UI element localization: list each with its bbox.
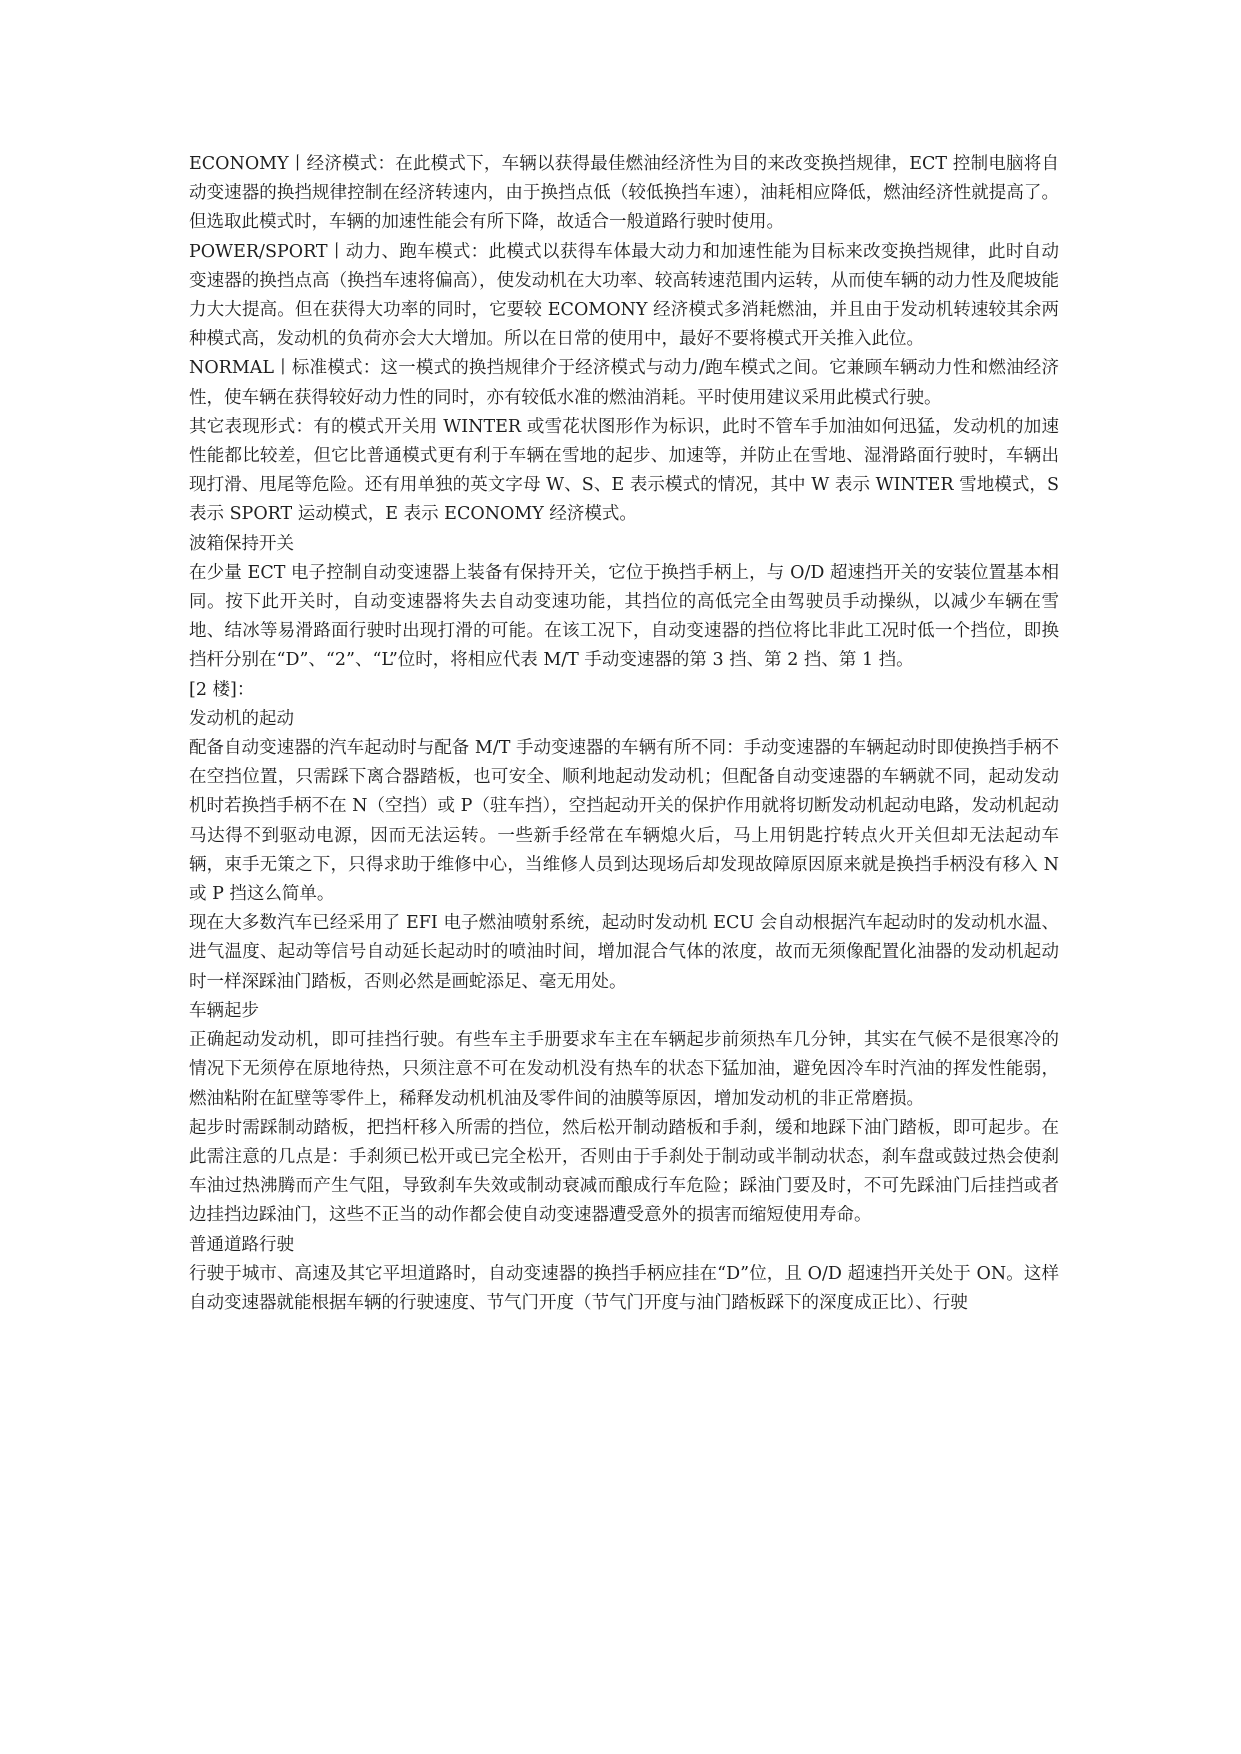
section-heading-hold-switch: 波箱保持开关 bbox=[189, 533, 294, 554]
paragraph-hold-switch: 在少量 ECT 电子控制自动变速器上装备有保持开关，它位于换挡手柄上，与 O/D 超速挡开关的安装位置基本相同。按下此开关时，自动变速器将失去自动变速功能，其挡位的高低完全由驾驶员手动操纵，以减少车辆在雪地、结冰等易滑路面行驶时出现打滑的可能。在该工况下，自动变速器的挡位将比非此工况时低一个挡位，即换挡杆分别在“D”、“2”、“L”位时，将相应代表 M/T 手动变速器的第 3 挡、第 2 挡、第 1 挡。 bbox=[189, 562, 1059, 671]
paragraph-power-sport-mode: POWER/SPORT丨动力、跑车模式：此模式以获得车体最大动力和加速性能为目标来改变换挡规律，此时自动变速器的换挡点高（换挡车速将偏高），使发动机在大功率、较高转速范围内运转，从而使车辆的动力性及爬坡能力大大提高。但在获得大功率的同时，它要较 ECOMONY 经济模式多消耗燃油，并且由于发动机转速较其余两种模式高，发动机的负荷亦会大大增加。所以在日常的使用中，最好不要将模式开关推入此位。 bbox=[189, 241, 1059, 350]
paragraph-normal-road: 行驶于城市、高速及其它平坦道路时，自动变速器的换挡手柄应挂在“D”位，且 O/D 超速挡开关处于 ON。这样自动变速器就能根据车辆的行驶速度、节气门开度（节气门开度与油门踏板踩下的深度成正比）、行驶 bbox=[189, 1263, 1059, 1313]
section-heading-engine-start: 发动机的起动 bbox=[189, 708, 294, 729]
paragraph-other-forms: 其它表现形式：有的模式开关用 WINTER 或雪花状图形作为标识，此时不管车手加油如何迅猛，发动机的加速性能都比较差，但它比普通模式更有利于车辆在雪地的起步、加速等，并防止在雪地、湿滑路面行驶时，车辆出现打滑、甩尾等危险。还有用单独的英文字母 W、S、E 表示模式的情况，其中 W 表示 WINTER 雪地模式，S 表示 SPORT 运动模式，E 表示 ECONOMY 经济模式。 bbox=[189, 416, 1059, 525]
floor-label: [2 楼]： bbox=[189, 679, 255, 700]
paragraph-warm-up: 正确起动发动机，即可挂挡行驶。有些车主手册要求车主在车辆起步前须热车几分钟，其实在气候不是很寒冷的情况下无须停在原地待热，只须注意不可在发动机没有热车的状态下猛加油，避免因冷车时汽油的挥发性能弱，燃油粘附在缸壁等零件上，稀释发动机机油及零件间的油膜等原因，增加发动机的非正常磨损。 bbox=[189, 1030, 1059, 1109]
paragraph-efi-start: 现在大多数汽车已经采用了 EFI 电子燃油喷射系统，起动时发动机 ECU 会自动根据汽车起动时的发动机水温、进气温度、起动等信号自动延长起动时的喷油时间，增加混合气体的浓度，故而无须像配置化油器的发动机起动时一样深踩油门踏板，否则必然是画蛇添足、毫无用处。 bbox=[189, 913, 1059, 992]
paragraph-engine-start: 配备自动变速器的汽车起动时与配备 M/T 手动变速器的车辆有所不同：手动变速器的车辆起动时即使换挡手柄不在空挡位置，只需踩下离合器踏板，也可安全、顺利地起动发动机；但配备自动变速器的车辆就不同，起动发动机时若换挡手柄不在 N（空挡）或 P（驻车挡），空挡起动开关的保护作用就将切断发动机起动电路，发动机起动马达得不到驱动电源，因而无法运转。一些新手经常在车辆熄火后，马上用钥匙拧转点火开关但却无法起动车辆，束手无策之下，只得求助于维修中心，当维修人员到达现场后却发现故障原因原来就是换挡手柄没有移入 N 或 P 挡这么简单。 bbox=[189, 738, 1059, 905]
paragraph-normal-mode: NORMAL丨标准模式：这一模式的换挡规律介于经济模式与动力/跑车模式之间。它兼顾车辆动力性和燃油经济性，使车辆在获得较好动力性的同时，亦有较低水准的燃油消耗。平时使用建议采用此模式行驶。 bbox=[189, 358, 1059, 408]
document-body bbox=[189, 150, 1059, 1318]
paragraph-economy-mode: ECONOMY丨经济模式：在此模式下，车辆以获得最佳燃油经济性为目的来改变换挡规律，ECT 控制电脑将自动变速器的换挡规律控制在经济转速内，由于换挡点低（较低换挡车速），油耗相应降低，燃油经济性就提高了。但选取此模式时，车辆的加速性能会有所下降，故适合一般道路行驶时使用。 bbox=[189, 154, 1059, 233]
paragraph-starting-off: 起步时需踩制动踏板，把挡杆移入所需的挡位，然后松开制动踏板和手刹，缓和地踩下油门踏板，即可起步。在此需注意的几点是：手刹须已松开或已完全松开，否则由于手刹处于制动或半制动状态，刹车盘或鼓过热会使刹车油过热沸腾而产生气阻，导致刹车失效或制动衰减而酿成行车危险；踩油门要及时，不可先踩油门后挂挡或者边挂挡边踩油门，这些不正当的动作都会使自动变速器遭受意外的损害而缩短使用寿命。 bbox=[189, 1117, 1059, 1226]
section-heading-normal-road: 普通道路行驶 bbox=[189, 1234, 294, 1255]
section-heading-vehicle-start: 车辆起步 bbox=[189, 1000, 259, 1021]
